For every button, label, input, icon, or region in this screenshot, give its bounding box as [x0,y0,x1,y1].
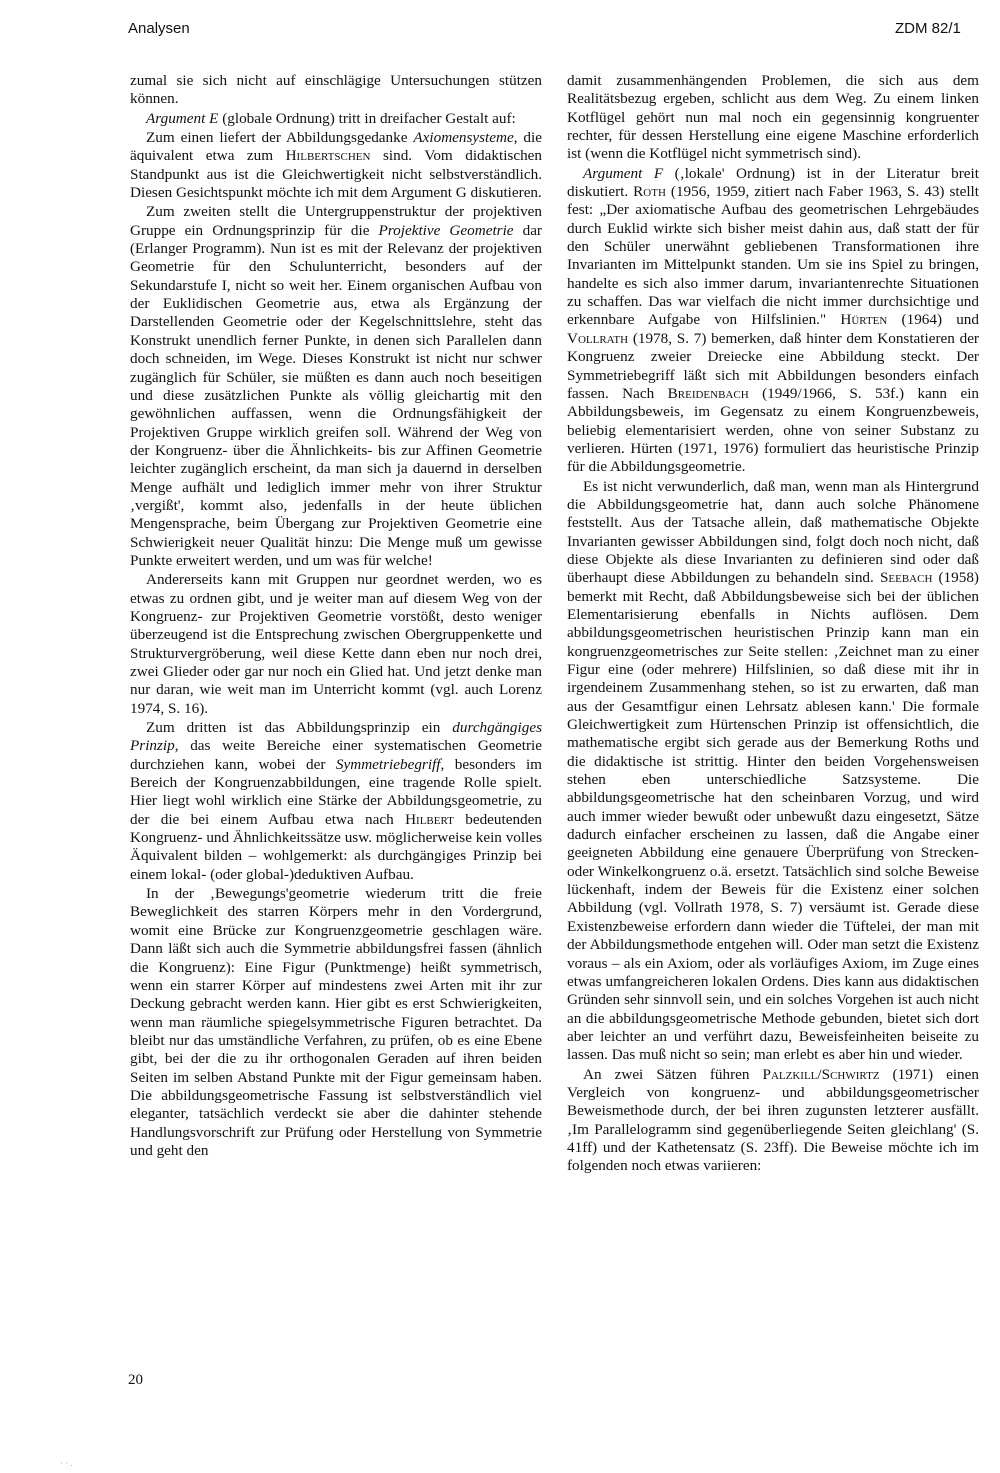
paragraph: damit zusammenhängenden Problemen, die sich aus dem Realitätsbezug ergeben, schlicht aus dem Weg. Zu einem linken Kotflügel gehört nun mal noch ein gegensinnig kongruenter rechter, für dessen Herstellung eine eigene Maschine erforderlich ist (wenn die Kotflügel nicht symmetrisch sind). [567,72,979,163]
page-number: 20 [128,1372,143,1388]
paragraph: Zum einen liefert der Abbildungsgedanke Axiomensysteme, die äquivalent etwa zum Hilbertschen sind. Vom didaktischen Standpunkt aus ist die Gleichwertigkeit nicht selbstverständlich. Diesen Gesichtspunkt möchte ich mit dem Argument G diskutieren. [130,129,542,202]
paragraph: Andererseits kann mit Gruppen nur geordnet werden, wo es etwas zu ordnen gibt, und je weiter man auf diesem Weg von der Kongruenz- zur Projektiven Geometrie vorstößt, desto weniger überzeugend ist die Entsprechung zwischen Obergruppenkette und Strukturvergröberung, weil diese Kette dann eben nur noch drei, zwei Glieder oder gar nur noch ein Glied hat. Und jetzt denke man nur daran, wie weit man im Unterricht kommt (vgl. auch Lorenz 1974, S. 16). [130,571,542,717]
author-name: Hilbert [405,810,454,828]
paragraph: An zwei Sätzen führen Palzkill/Schwirtz (1971) einen Vergleich von kongruenz- und abbildungsgeometrischer Beweismethode durch, der bei ihren zugunsten letzterer ausfällt. ‚Im Parallelogramm sind gegenüberliegende Seiten gleichlang' (S. 41ff) und der Kathetensatz (S. 23ff). Die Beweise möchte ich im folgenden noch etwas variieren: [567,1065,979,1175]
argument-label: Argument F [583,164,664,182]
author-name: Seebach [879,569,933,587]
paragraph: zumal sie sich nicht auf einschlägige Untersuchungen stützen können. [130,72,542,108]
paragraph: Zum zweiten stellt die Untergruppenstruktur der projektiven Gruppe ein Ordnungsprinzip für die Projektive Geometrie dar (Erlanger Programm). Nun ist es mit der Relevanz der projektiven Geometrie für den Schulunterricht, besonders auf der Sekundarstufe I, nicht so weit her. Einem organischen Aufbau von der Euklidischen Geometrie aus, etwa als Ergänzung der Darstellenden Geometrie oder der Kegelschnittslehre, steht das Konstrukt unendlich ferner Punkte, in denen sich Parallelen dann doch schneiden, im Wege. Dieses Konstrukt ist nicht nur schwer zugänglich für Schüler, sie müßten es dann auch noch beseitigen und diese zusätzlichen Punkte als völlig gleichartig mit den gewöhnlichen auffassen, wenn die Ordnungsfähigkeit der Projektiven Gruppe wirklich greifen soll. Während der Weg von der Kongruenz- über die Ähnlichkeits- bis zur Affinen Geometrie leichter zugänglich erscheint, da man sich ja dauernd in derselben Menge aufhält und lediglich immer mehr von ihrer Struktur ‚vergißt', kommt also, jedenfalls in der heute üblichen Mengensprache, beim Übergang zur Projektiven Geometrie eine Schwierigkeit neuer Qualität hinzu: Die Menge muß um gewisse Punkte erweitert werden, und um was für welche! [130,203,542,569]
author-name: Hilbertschen [285,147,371,165]
emphasis: Axiomensysteme [413,129,514,147]
paragraph: Es ist nicht verwunderlich, daß man, wenn man als Hintergrund die Abbildungsgeometrie hat, dann auch solche Phänomene feststellt. Aus der Tatsache allein, daß mathematische Objekte Invarianten gewisser Abbildungen sind, folgt doch noch nicht, daß diese Objekte als diese Invarianten zu definieren sind oder daß überhaupt diese Abbildungen zu behandeln sind. Seebach (1958) bemerkt mit Recht, daß Abbildungsbeweise sich bei der üblichen Elementarisierung ebenfalls in Nichts auflösen. Dem abbildungsgeometrischen heuristischen Prinzip kann man ein kongruenzgeometrisches zur Seite stellen: ‚Zeichnet man zu einer Figur eine (oder mehrere) Hilfslinien, so daß diese mit ihr in irgendeinem Zusammenhang stehen, so ist zu erwarten, daß man aus der Gesamtfigur einen Lehrsatz ablesen kann.' Die formale Gleichwertigkeit zum Hürtenschen Prinzip ist offensichtlich, die mathematische ergibt sich gerade aus der Bemerkung Roths und die didaktische ist strittig. Hinter den beiden Vorgehensweisen stehen eben unterschiedliche Satzsysteme. Die abbildungsgeometrische hat den scheinbaren Vorzug, und wird auch immer wieder bewußt oder unbewußt dazu eingesetzt, Sätze dadurch einfacher erscheinen zu lassen, daß die Angabe einer geeigneten Abbildung eine genauere Überprüfung von Strecken- oder Winkelkongruenz o.ä. ersetzt. Tatsächlich sind solche Beweise lückenhaft, indem der Beweis für die Existenz einer solchen Abbildung (vgl. Vollrath 1978, S. 7) versäumt ist. Gerade diese Existenzbeweise erfordern dann wieder die Tüftelei, der man mit der Abbildungsmethode entgehen will. Oder man setzt die Existenz voraus – als ein Axiom, oder als vorläufiges Axiom, im Zuge eines etwas umfangreicheren lokalen Ordens. Dies kann aus didaktischen Gründen sehr sinnvoll sein, und ein solches Vorgehen ist auch nicht an die abbildungsgeometrische Methode gebunden, bietet sich dort aber leichter an und verführt dazu, Beweisfeinheiten beiseite zu lassen. Das muß nicht so sein; man erlebt es aber hin und wieder. [567,477,979,1064]
running-head-journal: ZDM 82/1 [895,20,961,37]
author-name: Roth [633,183,666,201]
emphasis: Projektive Geometrie [378,221,514,239]
paragraph: In der ‚Bewegungs'geometrie wiederum tritt die freie Beweglichkeit des starren Körpers mehr in den Vordergrund, womit eine Brücke zur Kongruenzgeometrie geschlagen wäre. Dann läßt sich auch die Symmetrie abbildungsfrei fassen (ähnlich die Kongruenz): Eine Figur (Punktmenge) heißt symmetrisch, wenn ein starrer Körper auf mindestens zwei Arten mit ihr zur Deckung gebracht werden kann. Hier gibt es erst Schwierigkeiten, wenn man räumliche spiegelsymmetrische Figuren betrachtet. Da bleibt nur das umständliche Verfahren, zu prüfen, ob es eine Ebene gibt, bei der die zu ihr orthogonalen Geraden auf ihren beiden Seiten im selben Abstand Punkte mit der Figur gemeinsam haben. Die abbildungsgeometrische Fassung ist selbstverständlich viel eleganter, tatsächlich verdeckt sie aber die dahinter stehende Handlungsvorschrift zur Prüfung oder Herstellung von Symmetrie und geht den [130,885,542,1159]
scan-artifact-mark: · · . [60,1458,73,1468]
argument-label: Argument E [146,109,219,127]
author-name: Breidenbach [667,384,749,402]
paragraph: Zum dritten ist das Abbildungsprinzip ein durchgängiges Prinzip, das weite Bereiche einer systematischen Geometrie durchziehen kann, wobei der Symmetriebegriff, besonders im Bereich der Kongruenzabbildungen, eine tragende Rolle spielt. Hier liegt wohl wirklich eine Stärke der Abbildungsgeometrie, zu der die bei einem Aufbau etwa nach Hilbert bedeutenden Kongruenz- und Ähnlichkeitssätze usw. möglicherweise kein volles Äquivalent bilden – wohlgemerkt: als durchgängiges Prinzip bei einem lokal- (oder global-)deduktiven Aufbau. [130,719,542,883]
running-head-section: Analysen [128,20,190,37]
left-column [130,72,542,1161]
paragraph: Argument F (‚lokale' Ordnung) ist in der Literatur breit diskutiert. Roth (1956, 1959, zitiert nach Faber 1963, S. 43) stellt fest: „Der axiomatische Aufbau des geometrischen Lehrgebäudes durch Euklid wirkte sich bisher meist dahin aus, daß statt der für den Schüler unerwähnt gebliebenen Transformationen ihre Invarianten im Mittelpunkt standen. Um sie ins Spiel zu bringen, handelte es sich also immer darum, invariantenrechte Situationen zu schaffen. Das war vielfach die nicht immer durchsichtige und erkennbare Aufgabe von Hilfslinien." Hürten (1964) und Vollrath (1978, S. 7) bemerken, daß hinter dem Konstatieren der Kongruenz zweier Dreiecke eine Abbildung steckt. Der Symmetriebegriff läßt sich mit Abbildungen besonders einfach fassen. Nach Breidenbach (1949/1966, S. 53f.) kann ein Abbildungsbeweis, im Gegensatz zu einem Kongruenzbeweis, beliebig elementarisiert werden, ohne von seiner Substanz zu verlieren. Hürten (1971, 1976) formuliert das heuristische Prinzip für die Abbildungsgeometrie. [567,164,980,476]
author-name: Vollrath [567,329,629,347]
author-name: Palzkill/Schwirtz [762,1065,880,1083]
emphasis: Symmetriebegriff [335,755,441,773]
right-column [567,72,979,1177]
author-name: Hürten [840,311,888,329]
emphasis: durchgängiges Prinzip [130,719,542,755]
paragraph: Argument E (globale Ordnung) tritt in dreifacher Gestalt auf: [146,109,516,127]
